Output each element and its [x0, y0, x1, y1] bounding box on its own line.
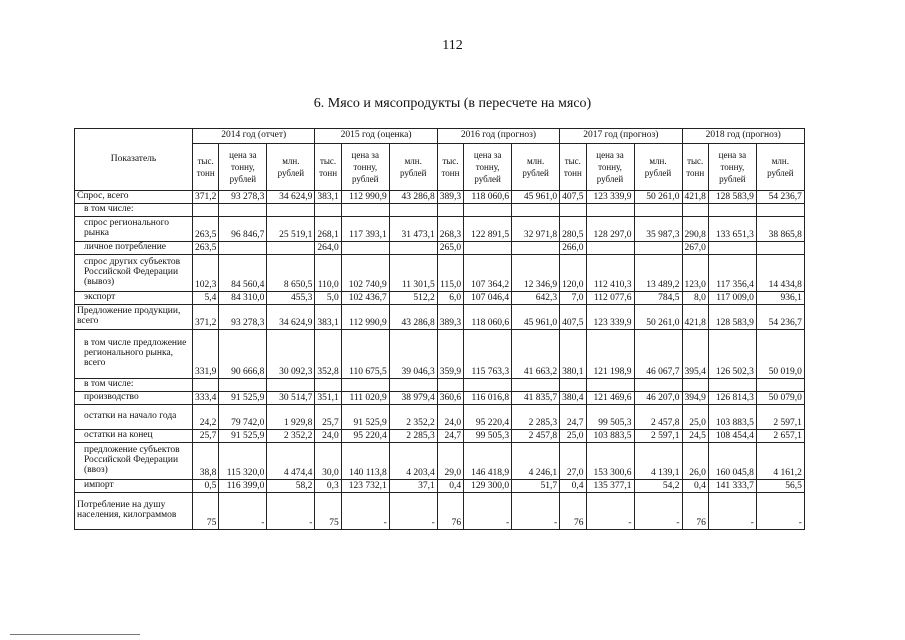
table-cell: 4 161,2 [756, 443, 804, 480]
table-cell: 1 929,8 [267, 405, 315, 430]
table-cell: - [586, 493, 634, 530]
unit-header: млн. рублей [512, 144, 560, 191]
unit-header: цена за тонну, рублей [586, 144, 634, 191]
table-cell: 50 079,0 [756, 392, 804, 405]
table-cell: 268,1 [315, 217, 341, 242]
table-cell: 25,7 [193, 430, 219, 443]
table-cell: 351,1 [315, 392, 341, 405]
table-cell: 95 220,4 [341, 430, 389, 443]
table-cell: 4 246,1 [512, 443, 560, 480]
table-cell: 34 624,9 [267, 191, 315, 204]
table-cell: 30 514,7 [267, 392, 315, 405]
table-cell: 93 278,3 [219, 191, 267, 204]
table-cell: 76 [682, 493, 708, 530]
table-cell: 135 377,1 [586, 480, 634, 493]
row-label: спрос других субъектов Российской Федерации (вывоз) [75, 255, 193, 292]
unit-header: млн. рублей [634, 144, 682, 191]
table-cell [437, 204, 463, 217]
table-cell: 141 333,7 [708, 480, 756, 493]
table-cell [267, 379, 315, 392]
table-cell: 128 583,9 [708, 305, 756, 330]
table-cell [708, 379, 756, 392]
table-cell: 126 502,3 [708, 330, 756, 379]
table-cell: 360,6 [437, 392, 463, 405]
table-cell: 371,2 [193, 305, 219, 330]
table-cell: 115 320,0 [219, 443, 267, 480]
table-cell [267, 242, 315, 255]
table-cell: 121 198,9 [586, 330, 634, 379]
table-cell: 642,3 [512, 292, 560, 305]
year-header: 2016 год (прогноз) [437, 129, 559, 144]
table-cell: - [267, 493, 315, 530]
table-cell: 8 650,5 [267, 255, 315, 292]
table-cell: 29,0 [437, 443, 463, 480]
unit-header: тыс. тонн [560, 144, 586, 191]
table-cell: 24,7 [560, 405, 586, 430]
unit-header: тыс. тонн [193, 144, 219, 191]
table-cell [682, 204, 708, 217]
table-cell: 25,7 [315, 405, 341, 430]
unit-header: цена за тонну, рублей [341, 144, 389, 191]
table-cell: 352,8 [315, 330, 341, 379]
table-cell: 5,4 [193, 292, 219, 305]
table-cell: 0,4 [682, 480, 708, 493]
table-cell: 43 286,8 [389, 305, 437, 330]
table-cell: 2 597,1 [756, 405, 804, 430]
table-cell: 108 454,4 [708, 430, 756, 443]
unit-header: млн. рублей [267, 144, 315, 191]
table-cell: 117 356,4 [708, 255, 756, 292]
table-cell: 54,2 [634, 480, 682, 493]
table-cell: 50 261,0 [634, 191, 682, 204]
table-cell: 421,8 [682, 191, 708, 204]
table-cell: 13 489,2 [634, 255, 682, 292]
indicator-header: Показатель [75, 129, 193, 191]
table-cell: 103 883,5 [708, 405, 756, 430]
table-cell: 512,2 [389, 292, 437, 305]
table-cell: 333,4 [193, 392, 219, 405]
unit-header: млн. рублей [389, 144, 437, 191]
table-cell [464, 242, 512, 255]
year-header: 2014 год (отчет) [193, 129, 315, 144]
table-cell: 41 835,7 [512, 392, 560, 405]
table-cell: 24,5 [682, 430, 708, 443]
table-cell: 31 473,1 [389, 217, 437, 242]
table-cell: 84 560,4 [219, 255, 267, 292]
row-label: импорт [75, 480, 193, 493]
table-cell: 371,2 [193, 191, 219, 204]
unit-header: цена за тонну, рублей [708, 144, 756, 191]
table-cell: - [341, 493, 389, 530]
table-cell: 5,0 [315, 292, 341, 305]
table-cell: 102,3 [193, 255, 219, 292]
table-cell [464, 379, 512, 392]
table-cell: 30,0 [315, 443, 341, 480]
table-cell: 0,5 [193, 480, 219, 493]
table-cell: 383,1 [315, 191, 341, 204]
table-row [75, 204, 805, 217]
table-cell: 102 740,9 [341, 255, 389, 292]
table-cell: 407,5 [560, 305, 586, 330]
table-cell: 25 519,1 [267, 217, 315, 242]
table-cell: 51,7 [512, 480, 560, 493]
table-cell: 2 285,3 [389, 430, 437, 443]
table-cell: 153 300,6 [586, 443, 634, 480]
table-cell: 116 016,8 [464, 392, 512, 405]
table-cell: 110,0 [315, 255, 341, 292]
table-cell: 936,1 [756, 292, 804, 305]
table-cell [315, 379, 341, 392]
table-cell [586, 242, 634, 255]
table-cell: 129 300,0 [464, 480, 512, 493]
table-cell: - [708, 493, 756, 530]
table-cell: 107 046,4 [464, 292, 512, 305]
table-cell: 54 236,7 [756, 305, 804, 330]
table-cell: - [756, 493, 804, 530]
table-cell [341, 242, 389, 255]
table-cell: 24,0 [437, 405, 463, 430]
table-cell [267, 204, 315, 217]
table-cell: 263,5 [193, 217, 219, 242]
table-cell: 116 399,0 [219, 480, 267, 493]
table-cell [315, 204, 341, 217]
table-cell [560, 379, 586, 392]
table-cell: 4 139,1 [634, 443, 682, 480]
table-cell: 280,5 [560, 217, 586, 242]
table-cell: 112 077,6 [586, 292, 634, 305]
year-header: 2015 год (оценка) [315, 129, 437, 144]
table-cell: 290,8 [682, 217, 708, 242]
row-label: производство [75, 392, 193, 405]
row-label: Потребление на душу населения, килограммов [75, 493, 193, 530]
table-cell: 32 971,8 [512, 217, 560, 242]
table-cell: 266,0 [560, 242, 586, 255]
table-cell: 389,3 [437, 191, 463, 204]
table-cell: 56,5 [756, 480, 804, 493]
table-cell [193, 204, 219, 217]
table-row [75, 430, 805, 443]
table-container [74, 128, 805, 530]
table-cell: 263,5 [193, 242, 219, 255]
year-header: 2018 год (прогноз) [682, 129, 804, 144]
table-cell: 99 505,3 [464, 430, 512, 443]
table-cell [437, 379, 463, 392]
table-cell: 264,0 [315, 242, 341, 255]
table-cell: 121 469,6 [586, 392, 634, 405]
table-cell: 76 [437, 493, 463, 530]
table-cell: 46 067,7 [634, 330, 682, 379]
table-cell: 160 045,8 [708, 443, 756, 480]
table-cell: 140 113,8 [341, 443, 389, 480]
row-label: в том числе предложение регионального рынка, всего [75, 330, 193, 379]
table-cell: - [512, 493, 560, 530]
table-cell: 2 457,8 [634, 405, 682, 430]
table-cell: 39 046,3 [389, 330, 437, 379]
table-cell: 58,2 [267, 480, 315, 493]
year-header: 2017 год (прогноз) [560, 129, 682, 144]
table-cell: 0,3 [315, 480, 341, 493]
table-cell: 395,4 [682, 330, 708, 379]
table-cell: 268,3 [437, 217, 463, 242]
table-cell: 6,0 [437, 292, 463, 305]
table-cell: 394,9 [682, 392, 708, 405]
table-cell: 389,3 [437, 305, 463, 330]
table-cell: 38 979,4 [389, 392, 437, 405]
table-cell: 123,0 [682, 255, 708, 292]
row-label: Спрос, всего [75, 191, 193, 204]
table-cell [512, 379, 560, 392]
table-cell: 50 019,0 [756, 330, 804, 379]
table-cell: 122 891,5 [464, 217, 512, 242]
table-cell [389, 204, 437, 217]
table-cell: - [634, 493, 682, 530]
table-cell: 103 883,5 [586, 430, 634, 443]
table-cell [634, 379, 682, 392]
page-number: 112 [442, 38, 463, 53]
table-cell: 331,9 [193, 330, 219, 379]
table-cell: 146 418,9 [464, 443, 512, 480]
table-cell: 76 [560, 493, 586, 530]
row-label: остатки на конец [75, 430, 193, 443]
table-cell: 12 346,9 [512, 255, 560, 292]
table-cell [512, 242, 560, 255]
table-cell: 117 393,1 [341, 217, 389, 242]
table-cell: 4 203,4 [389, 443, 437, 480]
table-cell: 380,1 [560, 330, 586, 379]
unit-header: млн. рублей [756, 144, 804, 191]
table-row [75, 493, 805, 530]
table-cell: 91 525,9 [219, 392, 267, 405]
table-row [75, 305, 805, 330]
meat-balance-table [74, 128, 805, 530]
table-cell [708, 242, 756, 255]
table-cell: 75 [193, 493, 219, 530]
table-cell [389, 242, 437, 255]
table-cell: 110 675,5 [341, 330, 389, 379]
table-cell: 24,7 [437, 430, 463, 443]
unit-header: тыс. тонн [437, 144, 463, 191]
table-cell: - [389, 493, 437, 530]
table-cell: 421,8 [682, 305, 708, 330]
table-cell: 50 261,0 [634, 305, 682, 330]
table-cell [219, 204, 267, 217]
table-cell: 112 990,9 [341, 191, 389, 204]
table-cell [341, 379, 389, 392]
table-cell: 117 009,0 [708, 292, 756, 305]
row-label: экспорт [75, 292, 193, 305]
table-cell: 7,0 [560, 292, 586, 305]
unit-header: цена за тонну, рублей [219, 144, 267, 191]
table-cell: 380,4 [560, 392, 586, 405]
document-title: 6. Мясо и мясопродукты (в пересчете на мясо) [313, 96, 592, 111]
table-cell: 93 278,3 [219, 305, 267, 330]
table-cell [193, 379, 219, 392]
table-cell: 45 961,0 [512, 191, 560, 204]
table-cell [756, 379, 804, 392]
row-label: в том числе: [75, 204, 193, 217]
table-cell: 102 436,7 [341, 292, 389, 305]
table-cell: 38,8 [193, 443, 219, 480]
table-cell [464, 204, 512, 217]
table-cell [219, 379, 267, 392]
table-cell [219, 242, 267, 255]
table-cell: - [464, 493, 512, 530]
table-body [75, 191, 805, 530]
table-cell [560, 204, 586, 217]
table-cell [512, 204, 560, 217]
table-cell: 14 434,8 [756, 255, 804, 292]
table-cell: 455,3 [267, 292, 315, 305]
table-cell: 99 505,3 [586, 405, 634, 430]
table-cell: - [219, 493, 267, 530]
table-cell: 96 846,7 [219, 217, 267, 242]
table-cell [756, 242, 804, 255]
table-row [75, 392, 805, 405]
table-row [75, 379, 805, 392]
table-cell: 359,9 [437, 330, 463, 379]
table-cell: 267,0 [682, 242, 708, 255]
row-label: в том числе: [75, 379, 193, 392]
unit-header: тыс. тонн [315, 144, 341, 191]
table-row [75, 242, 805, 255]
table-row [75, 217, 805, 242]
table-cell [389, 379, 437, 392]
table-cell: 75 [315, 493, 341, 530]
table-cell: 41 663,2 [512, 330, 560, 379]
table-row [75, 191, 805, 204]
table-cell: 133 651,3 [708, 217, 756, 242]
table-cell: 123 339,9 [586, 191, 634, 204]
table-cell: 2 285,3 [512, 405, 560, 430]
table-cell: 4 474,4 [267, 443, 315, 480]
table-cell: 43 286,8 [389, 191, 437, 204]
table-cell: 24,2 [193, 405, 219, 430]
table-cell [634, 242, 682, 255]
table-cell: 112 410,3 [586, 255, 634, 292]
unit-header: цена за тонну, рублей [464, 144, 512, 191]
table-cell: 34 624,9 [267, 305, 315, 330]
table-cell: 126 814,3 [708, 392, 756, 405]
table-cell: 2 352,2 [389, 405, 437, 430]
table-cell: 120,0 [560, 255, 586, 292]
table-cell: 383,1 [315, 305, 341, 330]
row-label: остатки на начало года [75, 405, 193, 430]
table-cell: 30 092,3 [267, 330, 315, 379]
table-row [75, 480, 805, 493]
table-cell: 2 597,1 [634, 430, 682, 443]
table-cell: 128 583,9 [708, 191, 756, 204]
table-cell: 37,1 [389, 480, 437, 493]
table-cell: 2 457,8 [512, 430, 560, 443]
table-cell: 115,0 [437, 255, 463, 292]
table-cell: 45 961,0 [512, 305, 560, 330]
table-cell [634, 204, 682, 217]
table-cell: 407,5 [560, 191, 586, 204]
table-cell: 90 666,8 [219, 330, 267, 379]
footer-divider [10, 634, 140, 635]
table-cell: 0,4 [560, 480, 586, 493]
unit-header: тыс. тонн [682, 144, 708, 191]
table-cell: 118 060,6 [464, 305, 512, 330]
table-cell [341, 204, 389, 217]
table-cell: 0,4 [437, 480, 463, 493]
table-cell: 112 990,9 [341, 305, 389, 330]
table-cell [682, 379, 708, 392]
table-cell: 784,5 [634, 292, 682, 305]
table-cell: 46 207,0 [634, 392, 682, 405]
table-cell: 91 525,9 [341, 405, 389, 430]
table-cell: 24,0 [315, 430, 341, 443]
table-cell: 265,0 [437, 242, 463, 255]
table-cell: 26,0 [682, 443, 708, 480]
table-row [75, 255, 805, 292]
table-cell: 11 301,5 [389, 255, 437, 292]
table-cell: 25,0 [682, 405, 708, 430]
table-cell: 25,0 [560, 430, 586, 443]
table-cell: 107 364,2 [464, 255, 512, 292]
table-cell [708, 204, 756, 217]
table-row [75, 405, 805, 430]
row-label: Предложение продукции, всего [75, 305, 193, 330]
table-cell: 79 742,0 [219, 405, 267, 430]
table-cell: 2 657,1 [756, 430, 804, 443]
table-cell: 27,0 [560, 443, 586, 480]
table-cell: 91 525,9 [219, 430, 267, 443]
table-cell: 8,0 [682, 292, 708, 305]
table-cell [586, 204, 634, 217]
row-label: спрос регионального рынка [75, 217, 193, 242]
table-row [75, 292, 805, 305]
table-cell: 118 060,6 [464, 191, 512, 204]
row-label: личное потребление [75, 242, 193, 255]
table-cell [586, 379, 634, 392]
table-cell: 35 987,3 [634, 217, 682, 242]
table-cell: 123 732,1 [341, 480, 389, 493]
table-cell: 84 310,0 [219, 292, 267, 305]
table-cell: 54 236,7 [756, 191, 804, 204]
table-cell: 38 865,8 [756, 217, 804, 242]
table-cell: 128 297,0 [586, 217, 634, 242]
table-cell: 123 339,9 [586, 305, 634, 330]
table-row [75, 443, 805, 480]
table-cell [756, 204, 804, 217]
row-label: предложение субъектов Российской Федерации (ввоз) [75, 443, 193, 480]
table-cell: 115 763,3 [464, 330, 512, 379]
table-row [75, 330, 805, 379]
table-cell: 2 352,2 [267, 430, 315, 443]
table-cell: 111 020,9 [341, 392, 389, 405]
table-cell: 95 220,4 [464, 405, 512, 430]
